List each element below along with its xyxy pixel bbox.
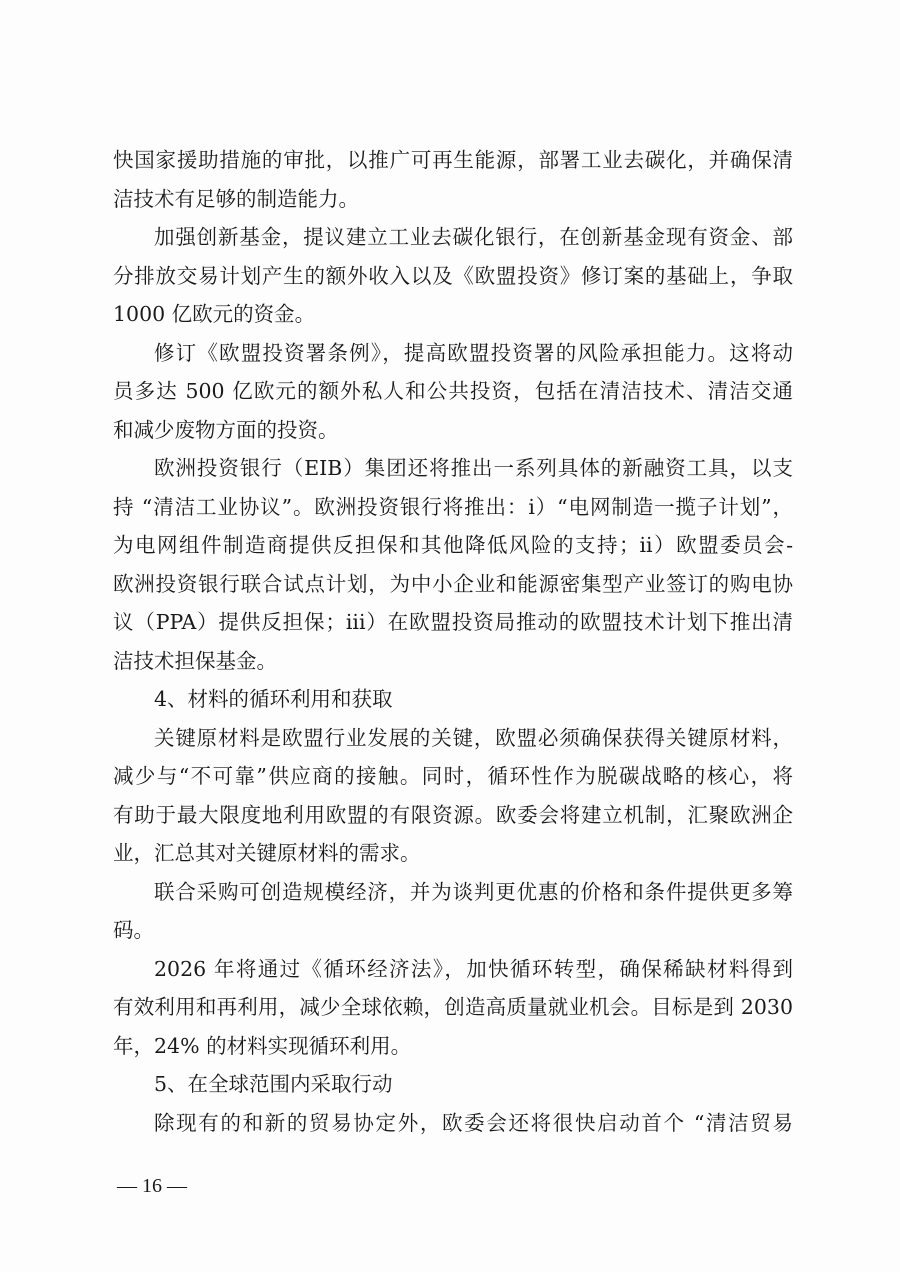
text-line: 员多达 500 亿欧元的额外私人和公共投资，包括在清洁技术、清洁交通 xyxy=(113,379,793,403)
text-line: 快国家援助措施的审批，以推广可再生能源，部署工业去碳化，并确保清 xyxy=(113,148,793,172)
text-line: 修订《欧盟投资署条例》，提高欧盟投资署的风险承担能力。这将动 xyxy=(154,340,793,365)
text-line: 欧洲投资银行联合试点计划，为中小企业和能源密集型产业签订的购电协 xyxy=(113,571,793,596)
text-line: 分排放交易计划产生的额外收入以及《欧盟投资》修订案的基础上，争取 xyxy=(113,263,793,288)
text-line: 2026 年将通过《循环经济法》，加快循环转型，确保稀缺材料得到 xyxy=(154,956,793,981)
text-line: 年，24% 的材料实现循环利用。 xyxy=(113,1033,412,1058)
text-line: 业，汇总其对关键原材料的需求。 xyxy=(113,841,421,865)
text-line: 欧洲投资银行（EIB）集团还将推出一系列具体的新融资工具，以支 xyxy=(154,456,793,480)
text-line: 5、在全球范围内采取行动 xyxy=(154,1072,393,1096)
text-line: 减少与“不可靠”供应商的接触。同时，循环性作为脱碳战略的核心，将 xyxy=(113,764,793,788)
text-line: 和减少废物方面的投资。 xyxy=(113,417,339,442)
text-line: 有效利用和再利用，减少全球依赖，创造高质量就业机会。目标是到 2030 xyxy=(113,995,793,1019)
body-text xyxy=(113,141,793,1142)
text-line: 为电网组件制造商提供反担保和其他降低风险的支持；ii）欧盟委员会- xyxy=(113,533,793,557)
text-line: 码。 xyxy=(113,918,154,942)
text-line: 1000 亿欧元的资金。 xyxy=(113,302,316,326)
text-line: 联合采购可创造规模经济，并为谈判更优惠的价格和条件提供更多筹 xyxy=(154,879,793,904)
page-number: — 16 — xyxy=(117,1175,187,1197)
text-line: 除现有的和新的贸易协定外，欧委会还将很快启动首个 “清洁贸易 xyxy=(154,1110,793,1135)
text-line: 洁技术有足够的制造能力。 xyxy=(113,186,359,211)
text-line: 有助于最大限度地利用欧盟的有限资源。欧委会将建立机制，汇聚欧洲企 xyxy=(113,802,793,827)
text-line: 持 “清洁工业协议”。欧洲投资银行将推出：i）“电网制造一揽子计划”， xyxy=(113,494,793,519)
text-line: 4、材料的循环利用和获取 xyxy=(154,687,393,711)
text-line: 关键原材料是欧盟行业发展的关键，欧盟必须确保获得关键原材料， xyxy=(154,725,793,750)
text-line: 加强创新基金，提议建立工业去碳化银行，在创新基金现有资金、部 xyxy=(154,225,793,249)
text-line: 洁技术担保基金。 xyxy=(113,648,277,673)
text-line: 议（PPA）提供反担保；iii）在欧盟投资局推动的欧盟技术计划下推出清 xyxy=(113,610,793,634)
